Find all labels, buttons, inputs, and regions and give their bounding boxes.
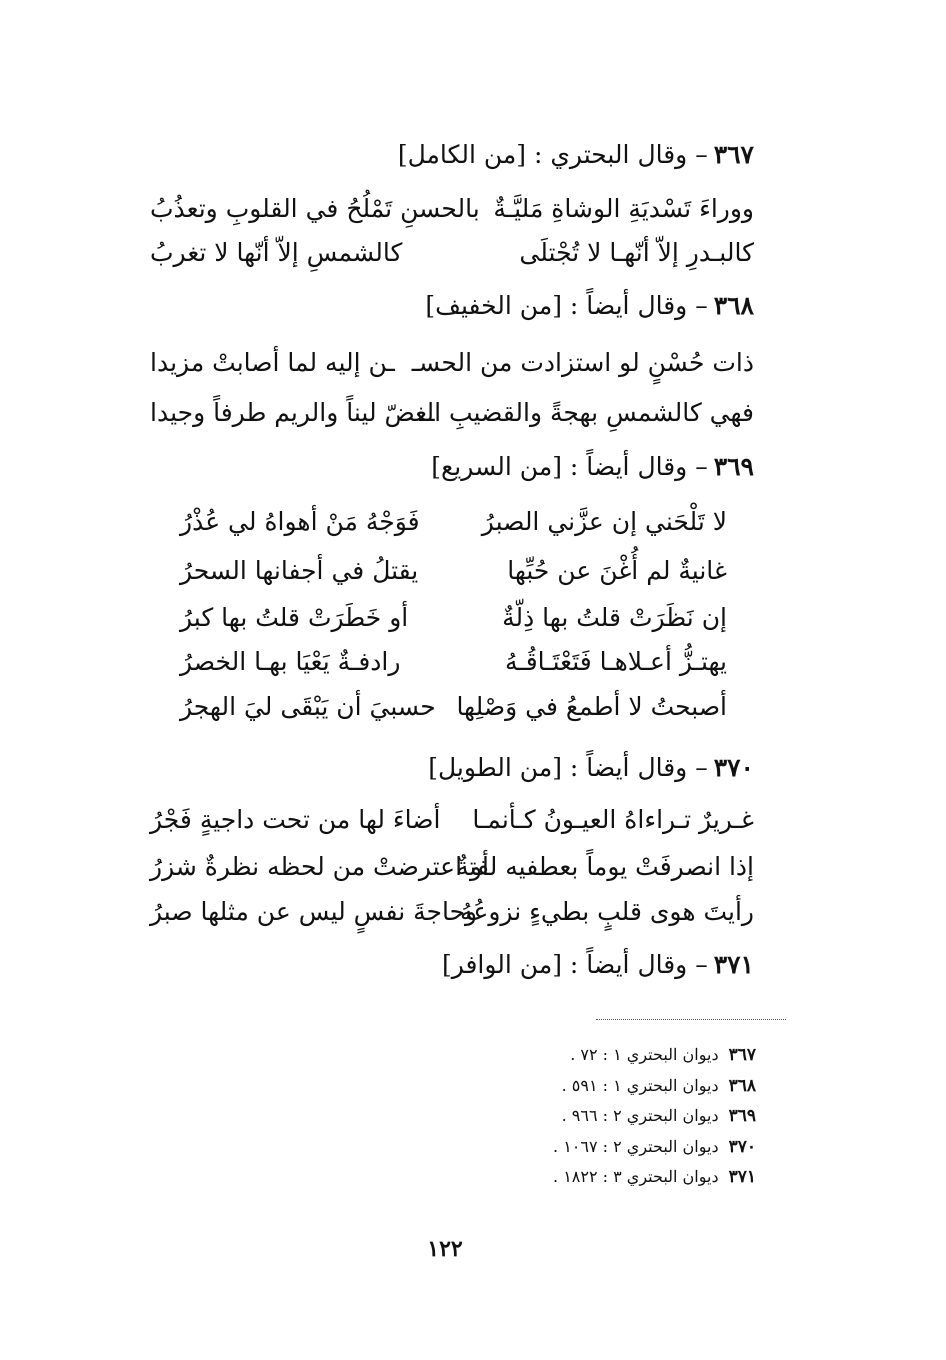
footnote: [553, 1137, 756, 1157]
section-heading-370: [428, 753, 754, 782]
verse-line: [150, 398, 754, 438]
footnote-number: ٣٧٠: [728, 1137, 756, 1157]
footnote-number: ٣٦٩: [728, 1106, 756, 1126]
section-title: – وقال أيضاً : [من السريع]: [431, 452, 708, 481]
verse-first-hemistich: ذات حُسْنٍ لو استزادت من الحسـ: [411, 348, 754, 377]
section-number: ٣٦٨: [713, 291, 754, 320]
verse-line: [150, 348, 754, 388]
verse-line: [180, 556, 727, 596]
section-title: – وقال أيضاً : [من الخفيف]: [425, 291, 708, 320]
verse-second-hemistich: أو اعترضتْ من لحظه نظرةٌ شزرُ: [150, 852, 489, 881]
section-number: ٣٧٠: [713, 753, 754, 782]
page-number: ١٢٢: [427, 1236, 463, 1262]
verse-line: [150, 805, 754, 845]
footnote-text: ديوان البحتري ٢ : ١٠٦٧ .: [553, 1137, 719, 1156]
verse-second-hemistich: يقتلُ في أجفانها السحرُ: [180, 556, 419, 585]
verse-second-hemistich: وحاجةَ نفسٍ ليس عن مثلها صبرُ: [150, 897, 478, 926]
verse-second-hemistich: أضاءَ لها من تحت داجيةٍ فَجْرُ: [150, 805, 441, 834]
section-heading-371: [442, 950, 754, 979]
verse-line: [150, 238, 754, 278]
section-title: – وقال البحتري : [من الكامل]: [397, 140, 708, 169]
verse-first-hemistich: إذا انصرفَتْ يوماً بعطفيه لفتةٌ: [456, 852, 754, 881]
verse-second-hemistich: حسبيَ أن يَبْقَى ليَ الهجرُ: [180, 692, 436, 721]
verse-second-hemistich: بالحسنِ تَمْلُحُ في القلوبِ وتعذُبُ: [150, 194, 480, 223]
verse-first-hemistich: أصبحتُ لا أطمعُ في وَصْلِها: [456, 692, 727, 721]
verse-line: [180, 692, 727, 732]
verse-first-hemistich: غانيةٌ لم أُغْنَ عن حُبِّها: [507, 556, 727, 585]
verse-first-hemistich: لا تَلْحَني إن عزَّني الصبرُ: [481, 507, 727, 536]
footnote-number: ٣٦٨: [728, 1076, 756, 1096]
verse-second-hemistich: كالشمسِ إلاّ أنّها لا تغربُ: [150, 238, 403, 267]
verse-line: [150, 897, 754, 937]
footnote-text: ديوان البحتري ١ : ٥٩١ .: [561, 1076, 719, 1095]
footnote-number: ٣٧١: [728, 1167, 756, 1187]
verse-line: [150, 194, 754, 234]
verse-second-hemistich: أو خَطَرَتْ قلتُ بها كبرُ: [180, 603, 409, 632]
verse-line: [180, 647, 727, 687]
verse-second-hemistich: رادفـةٌ يَعْيَا بهـا الخصرُ: [180, 647, 401, 676]
footnote-number: ٣٦٧: [728, 1045, 756, 1065]
verse-first-hemistich: إن نَظَرَتْ قلتُ بها ذِلّةٌ: [502, 603, 727, 632]
verse-second-hemistich: ـن إليه لما أصابتْ مزيدا: [150, 348, 395, 377]
verse-first-hemistich: يهتـزُّ أعـلاهـا فَتَعْتَـاقُـهُ: [505, 647, 727, 676]
verse-first-hemistich: غـريرٌ تـراءاهُ العيـونُ كـأنمـا: [472, 805, 754, 834]
footnote: [553, 1167, 756, 1187]
verse-first-hemistich: ووراءَ تَسْديَةِ الوشاةِ مَليَّـةٌ: [493, 194, 754, 223]
verse-second-hemistich: ـغضّ ليناً والريم طرفاً وجيدا: [150, 398, 435, 427]
section-heading-368: [425, 291, 754, 320]
verse-line: [180, 603, 727, 643]
footnote: [562, 1106, 756, 1126]
footnote-text: ديوان البحتري ٣ : ١٨٢٢ .: [553, 1167, 719, 1186]
verse-line: [150, 852, 754, 892]
verse-line: [180, 507, 727, 547]
footnote-text: ديوان البحتري ٢ : ٩٦٦ .: [561, 1106, 719, 1125]
verse-first-hemistich: رأيتَ هوى قلبٍ بطيءٍ نزوعُهُ: [460, 897, 754, 926]
verse-first-hemistich: فهي كالشمسِ بهجةً والقضيبِ الـ: [419, 398, 754, 427]
footnote-text: ديوان البحتري ١ : ٧٢ .: [570, 1045, 719, 1064]
footnote: [570, 1045, 756, 1065]
footnote: [562, 1076, 756, 1096]
section-number: ٣٦٩: [713, 452, 754, 481]
section-title: – وقال أيضاً : [من الطويل]: [428, 753, 708, 782]
section-title: – وقال أيضاً : [من الوافر]: [441, 950, 708, 979]
verse-first-hemistich: كالبـدرِ إلاّ أنّهـا لا تُجْتلَى: [519, 238, 754, 267]
section-heading-367: [398, 140, 754, 169]
footnote-divider: [596, 1019, 786, 1020]
section-heading-369: [431, 452, 754, 481]
section-number: ٣٦٧: [713, 140, 754, 169]
section-number: ٣٧١: [713, 950, 754, 979]
verse-second-hemistich: فَوَجْهُ مَنْ أهواهُ لي عُذْرُ: [180, 507, 420, 536]
